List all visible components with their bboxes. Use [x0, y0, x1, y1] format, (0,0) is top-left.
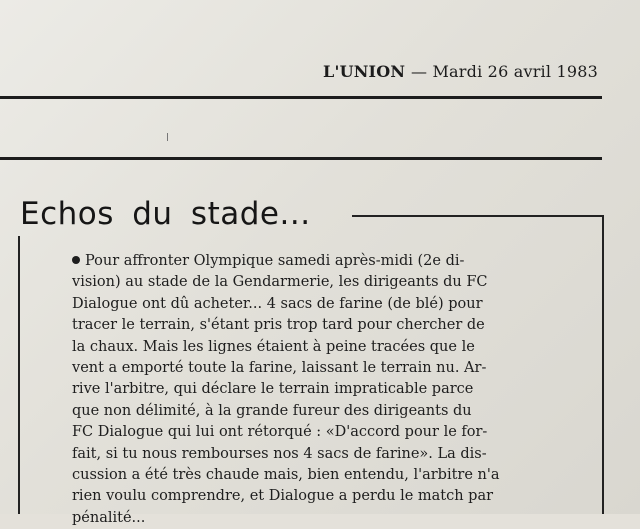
article-line: cussion a été très chaude mais, bien entendu, l'arbitre n'a — [72, 467, 500, 484]
print-mark — [167, 133, 168, 141]
article-line: Dialogue ont dû acheter... 4 sacs de farine (de blé) pour — [72, 295, 483, 312]
article-line: vent a emporté toute la farine, laissant le terrain nu. Ar- — [72, 360, 487, 377]
masthead — [323, 62, 598, 81]
headline: Echos du stade... — [20, 196, 311, 232]
article-frame-right — [602, 215, 604, 514]
article-line — [72, 251, 590, 272]
article-line: rive l'arbitre, qui déclare le terrain impraticable parce — [72, 381, 474, 398]
section-rule — [0, 157, 602, 160]
bullet-icon — [72, 256, 80, 264]
article-body — [72, 251, 590, 529]
article-frame-top — [352, 215, 604, 217]
article-line: la chaux. Mais les lignes étaient à peine tracées que le — [72, 338, 475, 355]
publication-name: L'UNION — [323, 62, 406, 81]
article-line: que non délimité, à la grande fureur des dirigeants du — [72, 402, 472, 419]
article-line-text: Pour affronter Olympique samedi après-midi (2e di- — [85, 253, 465, 269]
header-rule — [0, 96, 602, 99]
article-line: FC Dialogue qui lui ont rétorqué : «D'accord pour le for- — [72, 424, 488, 441]
article-line: vision) au stade de la Gendarmerie, les dirigeants du FC — [72, 274, 488, 291]
article-line: fait, si tu nous rembourses nos 4 sacs de farine». La dis- — [72, 445, 487, 462]
article-line: pénalité... — [72, 509, 146, 526]
article-line: rien voulu comprendre, et Dialogue a perdu le match par — [72, 488, 494, 505]
article-frame-left — [18, 236, 20, 514]
article-line: tracer le terrain, s'étant pris trop tard pour chercher de — [72, 317, 485, 334]
publication-date: — Mardi 26 avril 1983 — [410, 62, 598, 81]
